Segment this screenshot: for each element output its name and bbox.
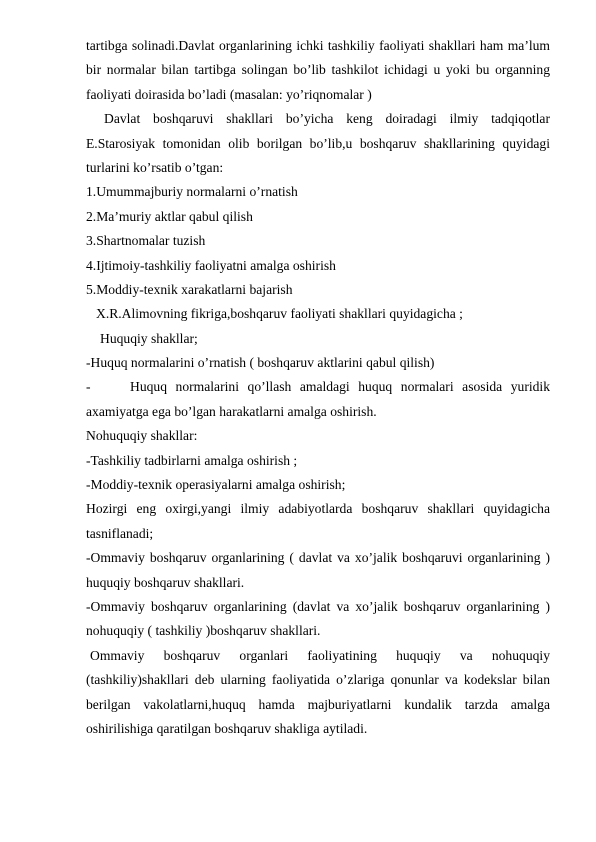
paragraph-line: turlarini ko’rsatib o’tgan: — [86, 159, 224, 175]
list-item: -Moddiy-texnik operasiyalarni amalga oshirish; — [86, 477, 346, 493]
list-dash: - — [86, 379, 91, 395]
list-item: 3.Shartnomalar tuzish — [86, 233, 206, 249]
paragraph-line: X.R.Alimovning fikriga,boshqaruv faoliyati shakllari quyidagicha ; — [96, 306, 463, 322]
paragraph-line: Ommaviy boshqaruv organlari faoliyatining huquqiy va nohuquqiy — [90, 647, 550, 663]
paragraph-line: oshirilishiga qaratilgan boshqaruv shakliga aytiladi. — [86, 720, 368, 736]
paragraph-line: E.Starosiyak tomonidan olib borilgan bo’lib,u boshqaruv shakllarining quyidagi — [86, 135, 550, 151]
list-item: -Huquq normalarini o’rnatish ( boshqaruv aktlarini qabul qilish) — [86, 355, 435, 371]
list-item: -Ommaviy boshqaruv organlarining (davlat va xo’jalik boshqaruv organlarining ) — [86, 598, 550, 614]
paragraph-line: bir normalar bilan tartibga solingan bo’lib tashkilot ichidagi u yoki bu organning — [86, 62, 550, 78]
paragraph-line: huquqiy boshqaruv shakllari. — [86, 574, 245, 590]
list-item: 4.Ijtimoiy-tashkiliy faoliyatni amalga oshirish — [86, 257, 336, 273]
paragraph-line: tartibga solinadi.Davlat organlarining ichki tashkiliy faoliyati shakllari ham ma’lum — [86, 38, 550, 53]
list-item-text: Huquq normalarini qo’llash amaldagi huquq normalari asosida yuridik — [130, 379, 550, 395]
list-item: -Ommaviy boshqaruv organlarining ( davlat va xo’jalik boshqaruvi organlarining ) — [86, 550, 550, 566]
list-item: 2.Ma’muriy aktlar qabul qilish — [86, 208, 253, 224]
section-heading: Nohuquqiy shakllar: — [86, 428, 198, 444]
section-heading: Huquqiy shakllar; — [100, 330, 198, 346]
document-page — [86, 34, 550, 741]
paragraph-line: berilgan vakolatlarni,huquq hamda majburiyatlarni kundalik tarzda amalga — [86, 696, 550, 712]
list-item: -Tashkiliy tadbirlarni amalga oshirish ; — [86, 452, 298, 468]
list-item: 5.Moddiy-texnik xarakatlarni bajarish — [86, 281, 293, 297]
paragraph-line: Hozirgi eng oxirgi,yangi ilmiy adabiyotlarda boshqaruv shakllari quyidagicha — [86, 501, 550, 517]
paragraph-line: axamiyatga ega bo’lgan harakatlarni amalga oshirish. — [86, 403, 377, 419]
paragraph-line: tasniflanadi; — [86, 525, 154, 541]
paragraph-line: (tashkiliy)shakllari deb ularning faoliyatida o’zlariga qonunlar va kodekslar bilan — [86, 672, 550, 688]
list-item: 1.Umummajburiy normalarni o’rnatish — [86, 184, 298, 200]
paragraph-line: faoliyati doirasida bo’ladi (masalan: yo’riqnomalar ) — [86, 86, 372, 102]
paragraph-line: nohuquqiy ( tashkiliy )boshqaruv shakllari. — [86, 623, 321, 639]
list-item — [86, 375, 550, 399]
paragraph-line: Davlat boshqaruvi shakllari bo’yicha keng doiradagi ilmiy tadqiqotlar — [104, 111, 550, 127]
